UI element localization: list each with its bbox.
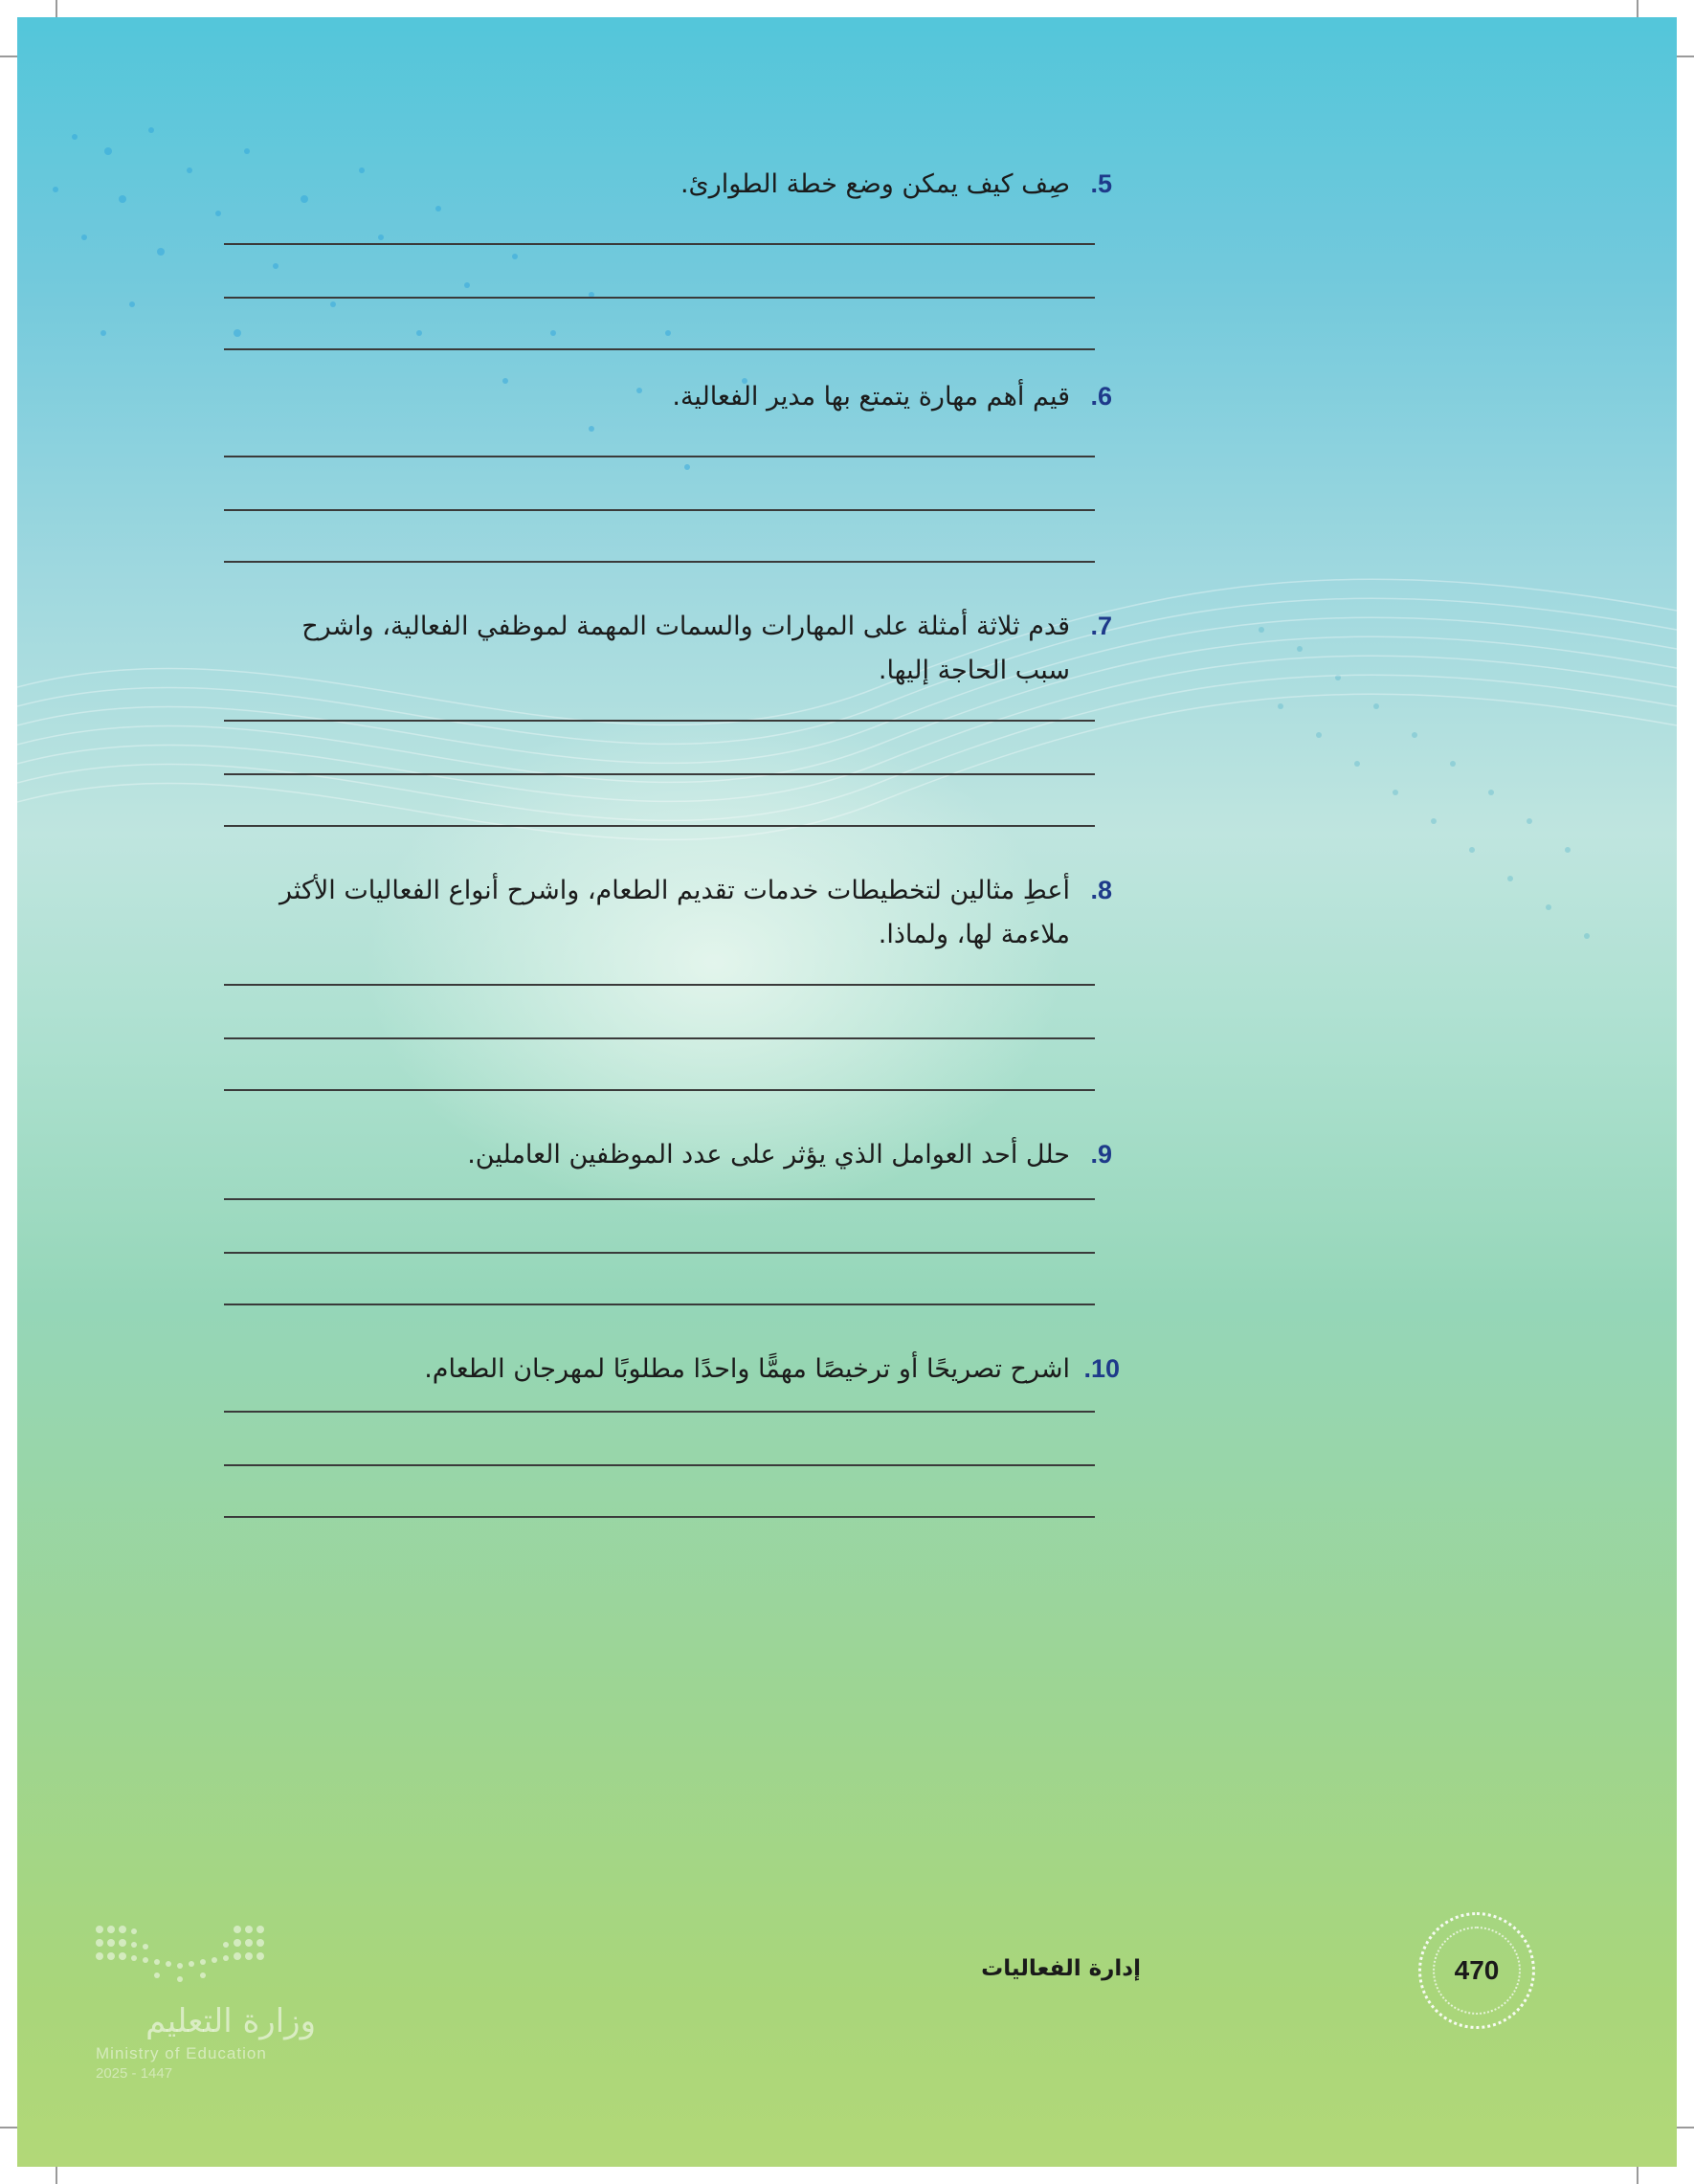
answer-line[interactable]	[224, 348, 1095, 350]
ministry-logo	[94, 1922, 343, 2082]
question-number: 6.	[1090, 382, 1112, 411]
answer-line[interactable]	[224, 720, 1095, 722]
question-9	[467, 1133, 1112, 1177]
question-number: 9.	[1090, 1140, 1112, 1169]
answer-line[interactable]	[224, 1411, 1095, 1413]
page-number-ring	[1433, 1927, 1521, 2015]
answer-line[interactable]	[224, 984, 1095, 986]
question-5	[680, 163, 1112, 207]
answer-line[interactable]	[224, 1089, 1095, 1091]
question-number: 8.	[1090, 876, 1112, 904]
answer-line[interactable]	[224, 1037, 1095, 1039]
question-6	[672, 375, 1112, 419]
answer-line[interactable]	[224, 509, 1095, 511]
logo-dots-icon	[94, 1922, 323, 1998]
answer-line[interactable]	[224, 243, 1095, 245]
answer-line[interactable]	[224, 1252, 1095, 1254]
logo-years: 2025 - 1447	[96, 2065, 173, 2082]
answer-line[interactable]	[224, 773, 1095, 775]
worksheet-page	[17, 17, 1677, 2167]
answer-line[interactable]	[224, 1464, 1095, 1466]
answer-line[interactable]	[224, 297, 1095, 299]
question-7	[301, 605, 1112, 693]
question-text: حلل أحد العوامل الذي يؤثر على عدد الموظفين العاملين.	[467, 1140, 1070, 1170]
question-8	[279, 869, 1112, 957]
answer-line[interactable]	[224, 825, 1095, 827]
question-number: 7.	[1090, 612, 1112, 640]
question-text-continued: ملاءمة لها، ولماذا.	[878, 920, 1070, 949]
answer-line[interactable]	[224, 456, 1095, 457]
answer-line[interactable]	[224, 1198, 1095, 1200]
answer-line[interactable]	[224, 1516, 1095, 1518]
question-text: صِف كيف يمكن وضع خطة الطوارئ.	[680, 169, 1070, 199]
logo-english-text: Ministry of Education	[96, 2044, 267, 2062]
page-number: 470	[1454, 1955, 1500, 1985]
dot-pattern	[53, 127, 747, 470]
question-10	[424, 1348, 1120, 1392]
question-number: 10.	[1083, 1354, 1120, 1383]
question-text-continued: سبب الحاجة إليها.	[878, 656, 1070, 685]
question-text: قيم أهم مهارة يتمتع بها مدير الفعالية.	[672, 382, 1070, 412]
question-number: 5.	[1090, 169, 1112, 198]
page-number-badge	[1418, 1912, 1535, 2029]
question-text: أعطِ مثالين لتخطيطات خدمات تقديم الطعام، واشرح أنواع الفعاليات الأكثر	[279, 876, 1070, 905]
logo-arabic-text: وزارة التعليم	[145, 2002, 316, 2040]
answer-line[interactable]	[224, 1304, 1095, 1305]
question-text: قدم ثلاثة أمثلة على المهارات والسمات المهمة لموظفي الفعالية، واشرح	[301, 612, 1070, 641]
dot-pattern-right	[1259, 627, 1590, 939]
background-decoration	[17, 17, 1677, 2167]
book-title: إدارة الفعاليات	[981, 1956, 1141, 1981]
answer-line[interactable]	[224, 561, 1095, 563]
question-text: اشرح تصريحًا أو ترخيصًا مهمًّا واحدًا مطلوبًا لمهرجان الطعام.	[424, 1354, 1070, 1384]
